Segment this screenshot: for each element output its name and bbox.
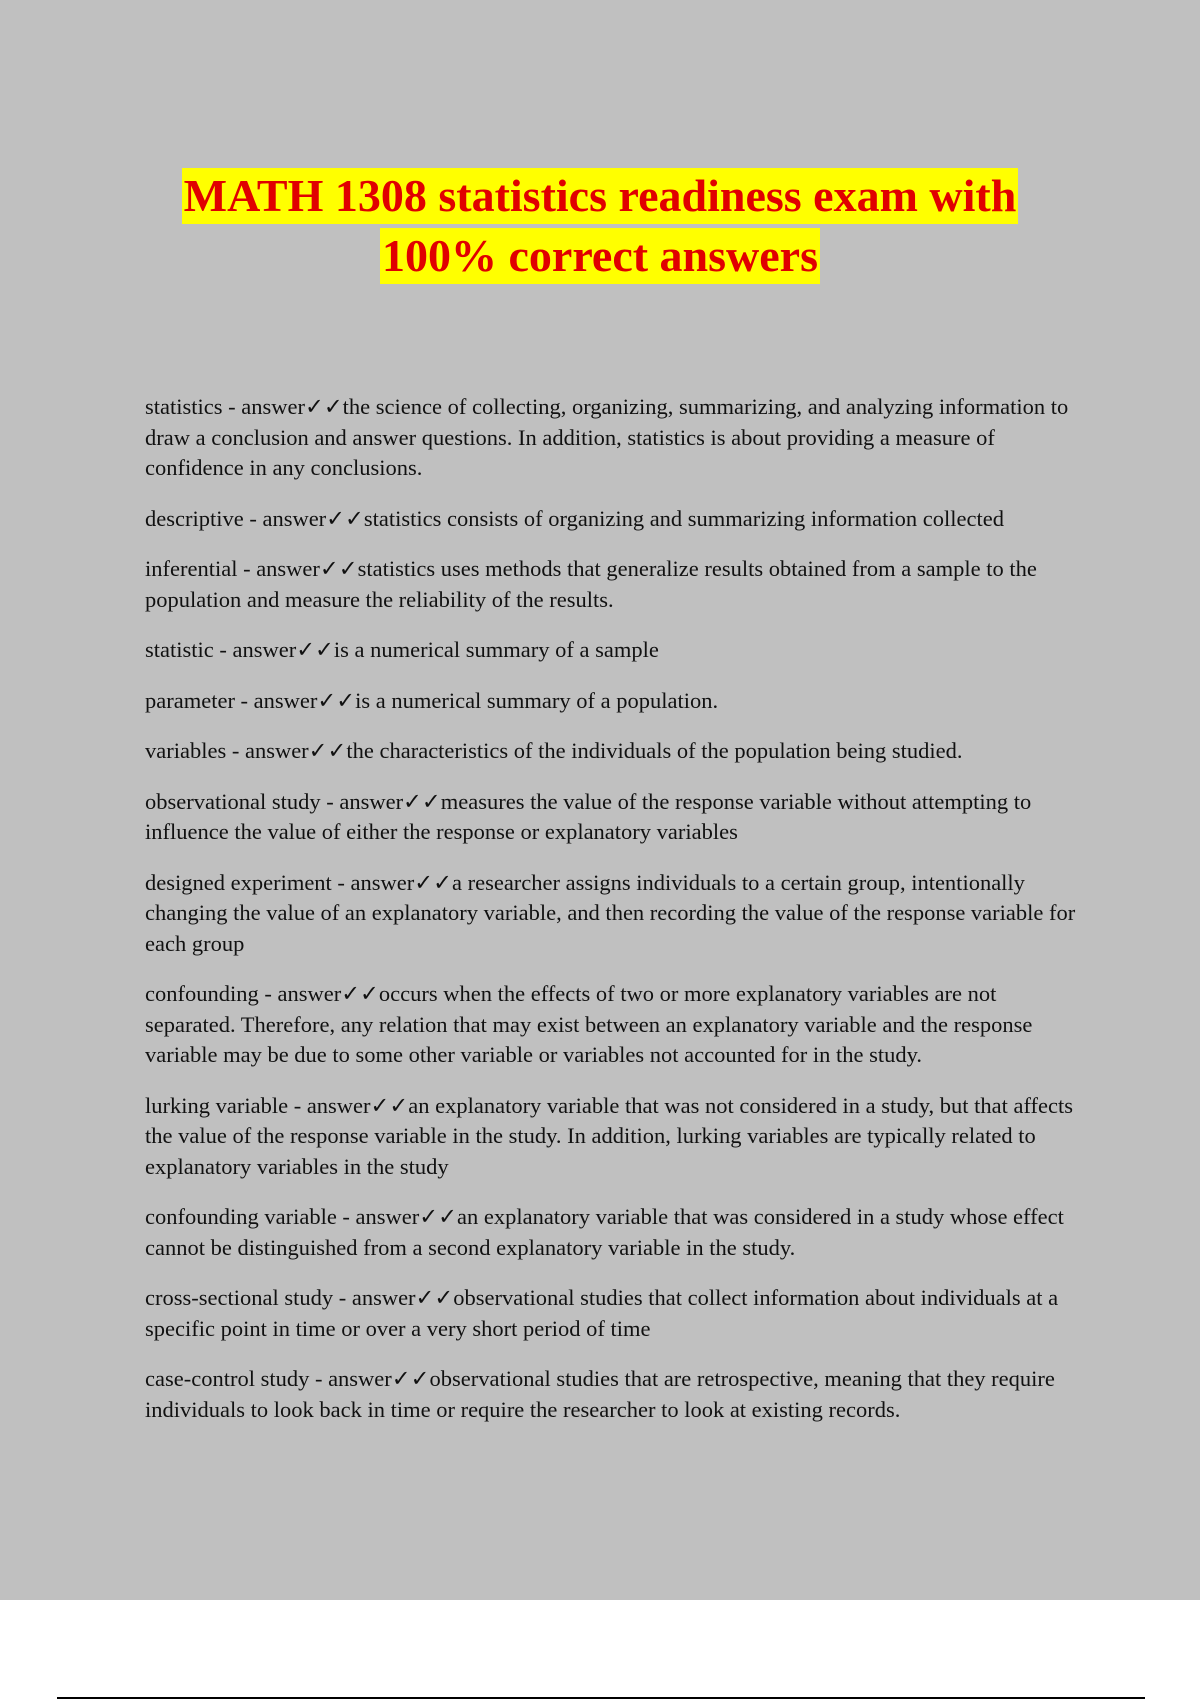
definition-entry: observational study - answer✓✓measures the value of the response variable without attempting to influence the value of either the response or explanatory variables (145, 788, 1032, 844)
next-page-top (0, 1600, 1200, 1700)
definition-entry: statistic - answer✓✓is a numerical summary of a sample (145, 637, 659, 662)
definition-entry: inferential - answer✓✓statistics uses methods that generalize results obtained from a sample to the population and measure the reliability of the results. (145, 556, 1037, 612)
definition-entry: confounding - answer✓✓occurs when the effects of two or more explanatory variables are not separated. Therefore, any relation that may exist between an explanatory variable and the response variable may be due to some other variable or variables not accounted for in the study. (145, 981, 1033, 1067)
definition-entry: confounding variable - answer✓✓an explanatory variable that was considered in a study whose effect cannot be distinguished from a second explanatory variable in the study. (145, 1204, 1064, 1260)
page-title (0, 168, 1200, 288)
definition-entry: variables - answer✓✓the characteristics of the individuals of the population being studied. (145, 738, 963, 763)
definition-entry: lurking variable - answer✓✓an explanatory variable that was not considered in a study, but that affects the value of the response variable in the study. In addition, lurking variables are typically related to explanatory variables in the study (145, 1092, 1074, 1179)
definition-entry: descriptive - answer✓✓statistics consists of organizing and summarizing information collected (145, 505, 1004, 531)
title-line-2: 100% correct answers (380, 228, 820, 284)
definition-entry: designed experiment - answer✓✓a researcher assigns individuals to a certain group, intentionally changing the value of an explanatory variable, and then recording the value of the response variable for each group (145, 869, 1076, 956)
page-divider-rule (57, 1697, 1145, 1699)
definition-entry: parameter - answer✓✓is a numerical summary of a population. (145, 687, 719, 713)
definition-entry: statistics - answer✓✓the science of collecting, organizing, summarizing, and analyzing information to draw a conclusion and answer questions. In addition, statistics is about providing a measure of confidence in any conclusions. (145, 394, 1069, 480)
definition-entry: case-control study - answer✓✓observational studies that are retrospective, meaning that they require individuals to look back in time or require the researcher to look at existing records. (145, 1366, 1055, 1422)
definition-list (145, 392, 1090, 1445)
definition-entry: cross-sectional study - answer✓✓observational studies that collect information about individuals at a specific point in time or over a very short period of time (145, 1285, 1059, 1341)
title-line-1: MATH 1308 statistics readiness exam with (182, 168, 1019, 224)
